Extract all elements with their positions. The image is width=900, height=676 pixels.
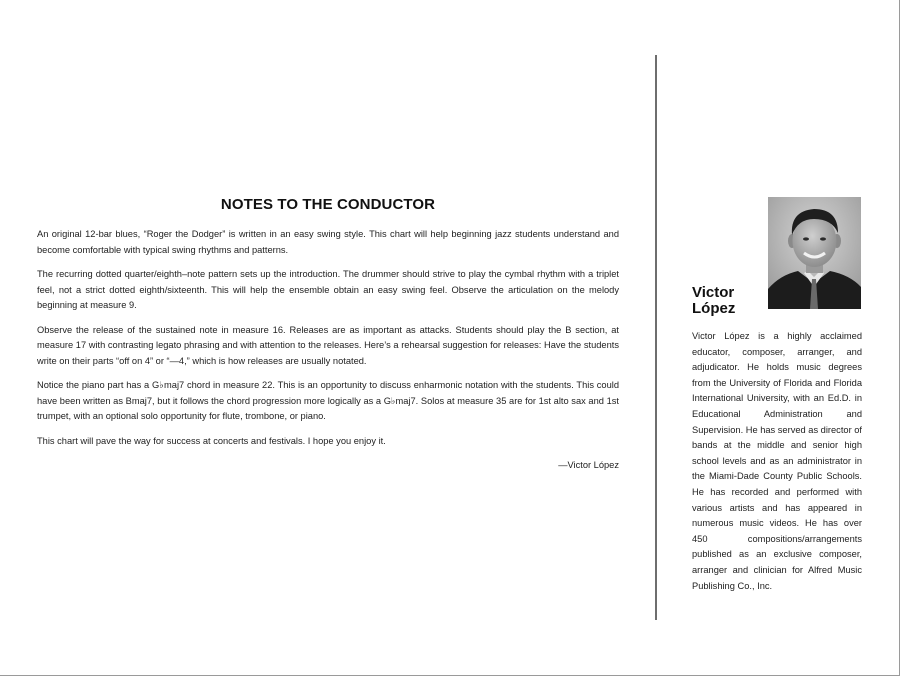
notes-paragraph-4: Notice the piano part has a G♭maj7 chord in measure 22. This is an opportunity to discuss enharmonic notation with the students. This could have been written as Bmaj7, but it follows the chord progression more logically as a G♭maj7. Solos at measure 35 are for 1st alto sax and 1st trumpet, with an optional solo opportunity for flute, trombone, or piano. [37, 380, 619, 421]
author-photo [768, 197, 861, 309]
author-last-name: López [692, 300, 736, 317]
notes-signature: —Victor López [558, 460, 619, 470]
notes-heading: NOTES TO THE CONDUCTOR [220, 196, 436, 213]
notes-paragraph-2: The recurring dotted quarter/eighth–note pattern sets up the introduction. The drummer should strive to play the cymbal rhythm with a triplet feel, not a strict dotted eighth/sixteenth. This will help the ensemble obtain an easy swing feel. Observe the articulation on the melody beginning at measure 9. [37, 269, 619, 310]
author-bio: Victor López is a highly acclaimed educator, composer, arranger, and adjudicator. He holds music degrees from the University of Florida and Florida International University, with an Ed.D. in Educational Administration and Supervision. He has served as director of bands at the middle and senior high school levels and as an administrator in the Miami-Dade County Public Schools. He has recorded and performed with various artists and has appeared in numerous music videos. He has over 450 compositions/arrangements published as an exclusive composer, arranger and clinician for Alfred Music Publishing Co., Inc. [692, 331, 863, 591]
portrait-photo-icon [768, 197, 861, 309]
author-first-name: Victor [692, 284, 735, 301]
conductor-notes [37, 196, 619, 483]
notes-paragraph-5: This chart will pave the way for success at concerts and festivals. I hope you enjoy it. [37, 435, 386, 446]
column-divider [655, 55, 657, 620]
notes-paragraph-1: An original 12-bar blues, “Roger the Dodger” is written in an easy swing style. This chart will help beginning jazz students understand and become comfortable with typical swing rhythms and patterns. [37, 229, 619, 255]
notes-paragraph-3: Observe the release of the sustained note in measure 16. Releases are as important as attacks. Students should play the B section, at measure 17 with contrasting legato phrasing and with attention to the releases. Here’s a rehearsal suggestion for releases: Have the students write on their parts “off on 4” or “—4,” which is how releases are usually notated. [37, 324, 619, 366]
author-name [692, 285, 735, 317]
